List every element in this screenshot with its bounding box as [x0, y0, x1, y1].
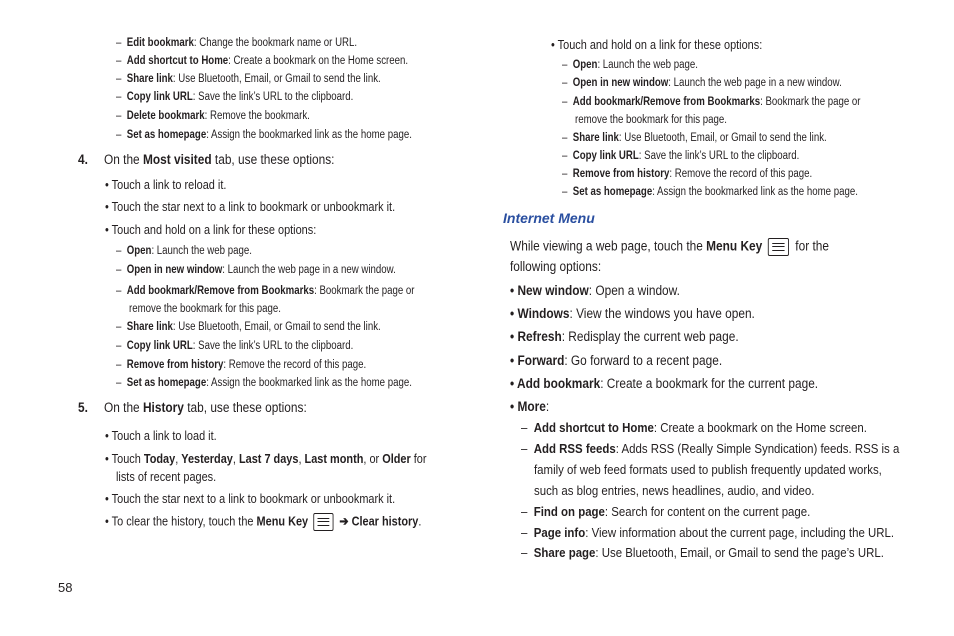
arrow-icon: ➔: [339, 513, 349, 529]
list-item: – Share link: Use Bluetooth, Email, or Gmail to send the link.: [116, 321, 381, 333]
list-item: [116, 37, 357, 49]
step-number: 4.: [78, 152, 88, 167]
list-item: [116, 55, 408, 67]
list-item: – Copy link URL: Save the link’s URL to the clipboard.: [562, 150, 800, 162]
menu-option: • More:: [510, 399, 550, 414]
menu-key-icon: [314, 513, 334, 531]
option-desc: : Use Bluetooth, Email, or Gmail to send the link.: [172, 73, 381, 85]
menu-option: • Add bookmark: Create a bookmark for the current page.: [510, 376, 819, 391]
list-item-continued: remove the bookmark for this page.: [129, 303, 281, 315]
bullet-item: • Touch and hold on a link for these options:: [551, 37, 763, 52]
tab-name: History: [142, 400, 184, 415]
option-name: Share link: [126, 73, 173, 85]
option-desc: : Create a bookmark on the Home screen.: [228, 55, 409, 67]
list-item: – Add bookmark/Remove from Bookmarks: Bookmark the page or: [116, 285, 415, 297]
bullet-item: • Touch a link to reload it.: [105, 177, 227, 192]
bullet-item: • Touch the star next to a link to bookmark or unbookmark it.: [105, 199, 396, 214]
more-item: – Find on page: Search for content on the current page.: [521, 504, 811, 519]
option-name: Delete bookmark: [126, 110, 205, 122]
option-name: Add shortcut to Home: [126, 55, 229, 67]
dash: –: [116, 129, 122, 141]
more-item-continued: such as blog entries, news headlines, audio, and video.: [534, 483, 815, 498]
option-desc: : Save the link’s URL to the clipboard.: [192, 91, 354, 103]
list-item: – Open in new window: Launch the web page in a new window.: [562, 77, 842, 89]
tab-name: Most visited: [142, 152, 212, 167]
intro-text: While viewing a web page, touch the Menu Key for the: [510, 238, 829, 256]
option-name: Copy link URL: [126, 91, 193, 103]
more-item: – Add RSS feeds: Adds RSS (Really Simple Syndication) feeds. RSS is a: [521, 441, 900, 456]
bullet-item: • Touch the star next to a link to bookmark or unbookmark it.: [105, 491, 396, 506]
list-item: – Share link: Use Bluetooth, Email, or Gmail to send the link.: [562, 132, 827, 144]
list-item: [116, 91, 353, 103]
option-desc: : Remove the bookmark.: [204, 110, 310, 122]
list-item: [116, 110, 310, 122]
list-item: [116, 73, 381, 85]
menu-option: • Refresh: Redisplay the current web page.: [510, 329, 739, 344]
option-desc: : Assign the bookmarked link as the home page.: [206, 129, 412, 141]
list-item: – Open: Launch the web page.: [562, 59, 698, 71]
section-heading: Internet Menu: [503, 210, 595, 226]
bullet-item: • Touch Today, Yesterday, Last 7 days, Last month, or Older for: [105, 451, 427, 466]
bullet-item: • Touch and hold on a link for these options:: [105, 222, 317, 237]
list-item: – Remove from history: Remove the record of this page.: [562, 168, 813, 180]
option-name: Set as homepage: [126, 129, 207, 141]
list-item: – Copy link URL: Save the link’s URL to the clipboard.: [116, 340, 354, 352]
menu-key-icon: [768, 238, 789, 256]
option-name: Edit bookmark: [126, 37, 194, 49]
menu-option: • Forward: Go forward to a recent page.: [510, 353, 723, 368]
dash: –: [116, 110, 122, 122]
more-item: – Share page: Use Bluetooth, Email, or Gmail to send the page’s URL.: [521, 545, 884, 560]
bullet-item: • Touch a link to load it.: [105, 428, 217, 443]
page-number: 58: [58, 580, 73, 595]
list-item: – Open in new window: Launch the web page in a new window.: [116, 264, 396, 276]
dash: –: [116, 37, 122, 49]
dash: –: [116, 73, 122, 85]
dash: –: [116, 55, 122, 67]
menu-option: • Windows: View the windows you have open.: [510, 306, 755, 321]
intro-text-continued: following options:: [510, 259, 602, 274]
list-item: – Open: Launch the web page.: [116, 245, 252, 257]
step-number: 5.: [78, 400, 88, 415]
more-item-continued: family of web feed formats used to publish frequently updated works,: [534, 462, 882, 477]
step-text: On the History tab, use these options:: [104, 400, 307, 415]
option-desc: : Change the bookmark name or URL.: [193, 37, 358, 49]
dash: –: [116, 91, 122, 103]
more-item: – Page info: View information about the current page, including the URL.: [521, 525, 895, 540]
step-text: On the Most visited tab, use these options:: [104, 152, 335, 167]
list-item-continued: remove the bookmark for this page.: [575, 114, 727, 126]
list-item: – Remove from history: Remove the record of this page.: [116, 359, 367, 371]
bullet-item-continued: lists of recent pages.: [116, 469, 217, 484]
menu-option: • New window: Open a window.: [510, 283, 680, 298]
list-item: – Set as homepage: Assign the bookmarked link as the home page.: [562, 186, 858, 198]
bullet-item: • To clear the history, touch the Menu Key ➔ Clear history.: [105, 513, 421, 531]
list-item: – Set as homepage: Assign the bookmarked link as the home page.: [116, 377, 412, 389]
list-item: [116, 129, 412, 141]
more-item: – Add shortcut to Home: Create a bookmark on the Home screen.: [521, 420, 867, 435]
list-item: – Add bookmark/Remove from Bookmarks: Bookmark the page or: [562, 96, 861, 108]
